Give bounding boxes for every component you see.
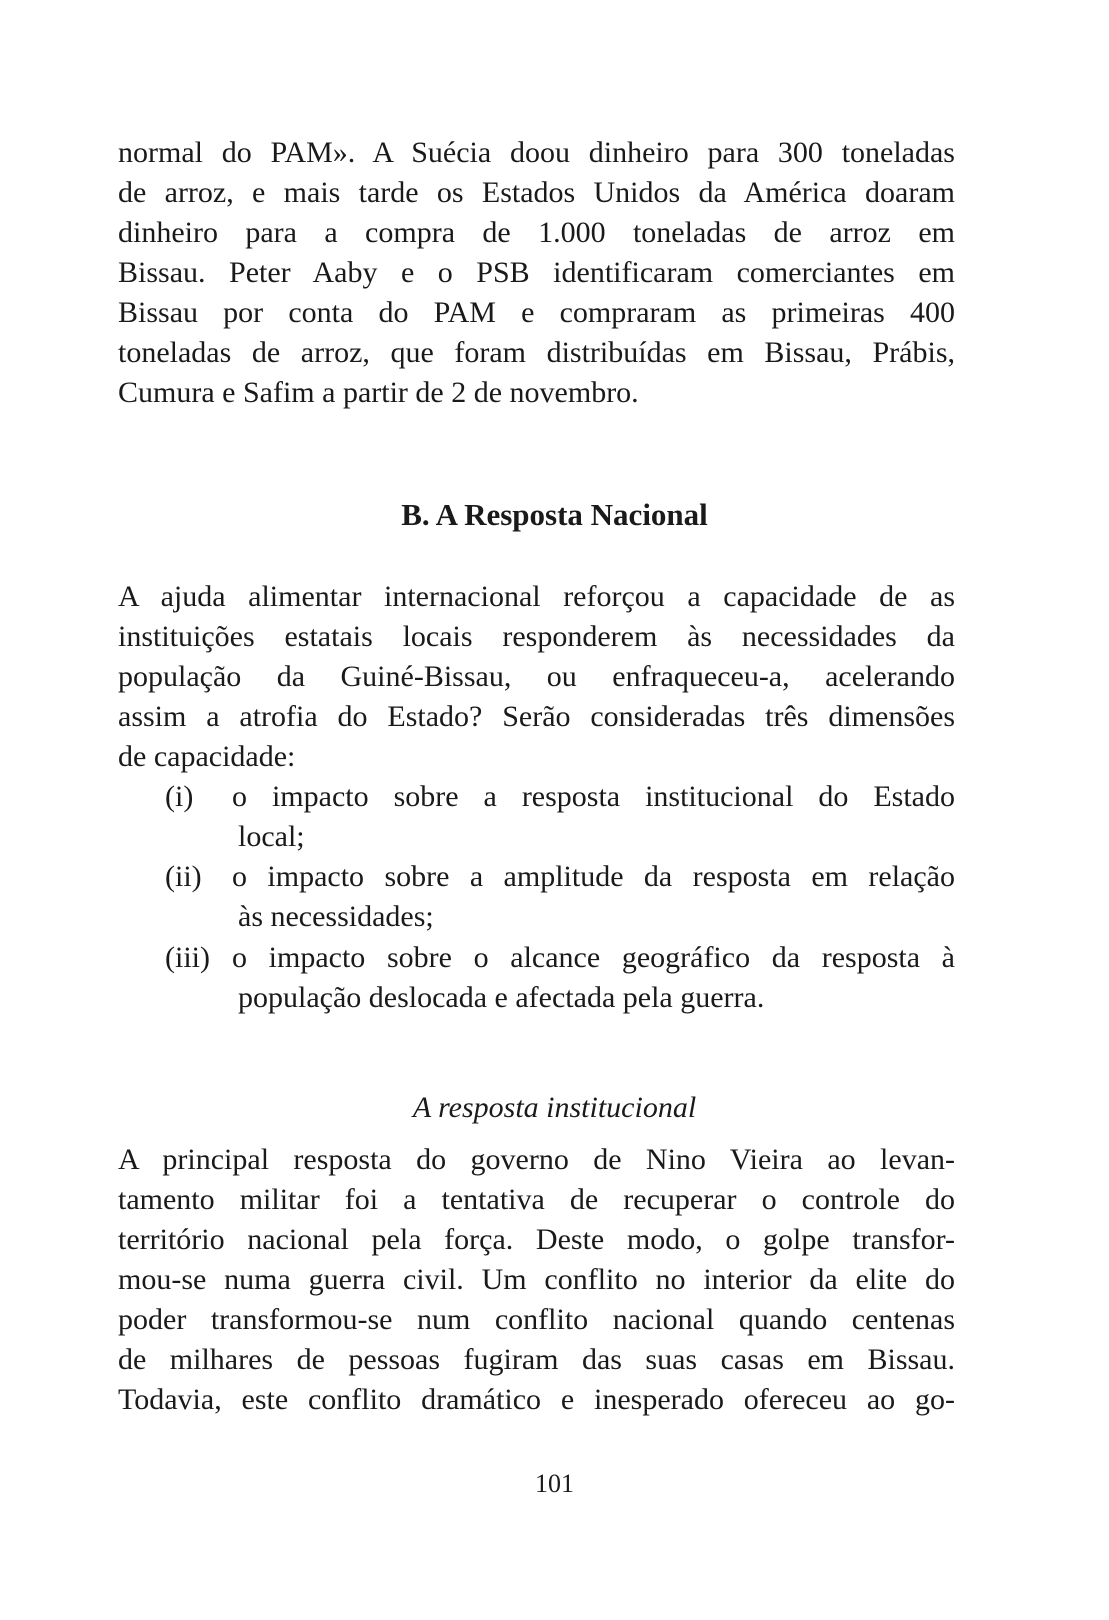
text-line: território nacional pela força. Deste modo, o golpe transfor- — [118, 1223, 955, 1256]
subheading: A resposta institucional — [412, 1091, 697, 1124]
page-number: 101 — [535, 1469, 574, 1498]
text-line: Todavia, este conflito dramático e inesperado ofereceu ao go- — [118, 1383, 955, 1416]
text-line: instituições estatais locais responderem às necessidades da — [118, 620, 955, 653]
text-line: Cumura e Safim a partir de 2 de novembro. — [118, 376, 639, 409]
text-line: de arroz, e mais tarde os Estados Unidos da América doaram — [118, 176, 955, 209]
text-line: dinheiro para a compra de 1.000 toneladas de arroz em — [118, 216, 955, 249]
section-heading: B. A Resposta Nacional — [401, 497, 708, 532]
list-number: (ii) — [165, 860, 202, 893]
text-line: população da Guiné-Bissau, ou enfraqueceu-a, acelerando — [118, 660, 955, 693]
text-line: poder transformou-se num conflito nacional quando centenas — [118, 1303, 955, 1336]
text-line: de milhares de pessoas fugiram das suas casas em Bissau. — [118, 1343, 955, 1376]
list-item-line: o impacto sobre a amplitude da resposta em relação — [232, 860, 955, 893]
list-item-line: população deslocada e afectada pela guerra. — [238, 981, 765, 1014]
text-line: tamento militar foi a tentativa de recuperar o controle do — [118, 1183, 955, 1216]
list-item-line: às necessidades; — [238, 900, 434, 933]
text-line: normal do PAM». A Suécia doou dinheiro para 300 toneladas — [118, 136, 955, 169]
list-item-line: local; — [238, 820, 305, 853]
text-line: A principal resposta do governo de Nino Vieira ao levan- — [118, 1143, 955, 1176]
text-line: de capacidade: — [118, 740, 296, 773]
text-line: A ajuda alimentar internacional reforçou a capacidade de as — [118, 580, 955, 613]
text-line: Bissau por conta do PAM e compraram as primeiras 400 — [118, 296, 955, 329]
text-line: mou-se numa guerra civil. Um conflito no interior da elite do — [118, 1263, 955, 1296]
list-number: (i) — [165, 780, 194, 813]
list-number: (iii) — [165, 941, 210, 974]
text-line: assim a atrofia do Estado? Serão consideradas três dimensões — [118, 700, 955, 733]
text-line: Bissau. Peter Aaby e o PSB identificaram comerciantes em — [118, 256, 955, 289]
text-line: toneladas de arroz, que foram distribuídas em Bissau, Prábis, — [118, 336, 955, 369]
list-item-line: o impacto sobre o alcance geográfico da resposta à — [232, 941, 955, 974]
list-item-line: o impacto sobre a resposta institucional do Estado — [232, 780, 955, 813]
